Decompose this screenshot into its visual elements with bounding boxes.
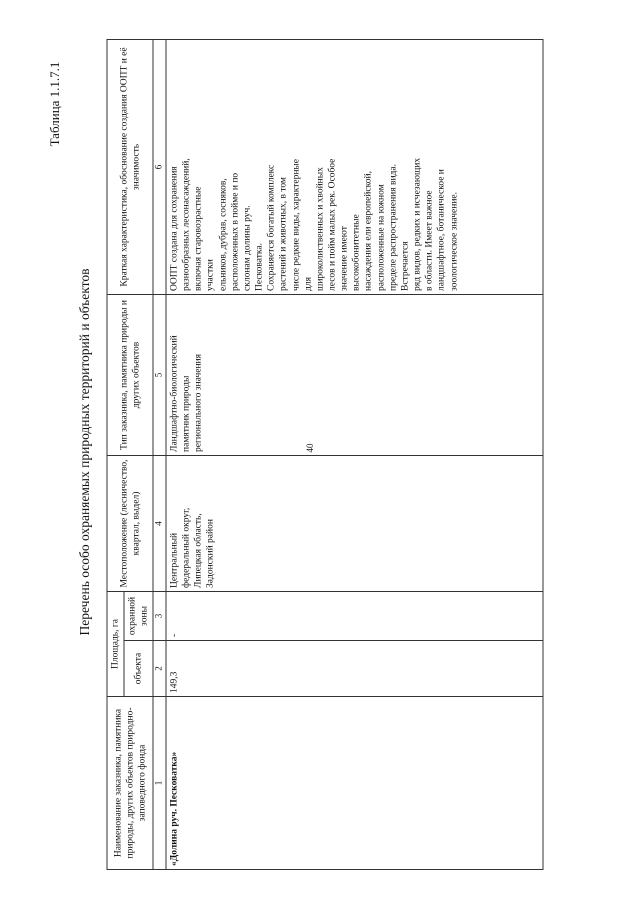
column-number: 5: [153, 294, 166, 455]
cell-type-line: регионального значения: [193, 354, 204, 452]
cell-description-line: расположенных в пойме и по: [230, 172, 241, 291]
cell-description-line: пределе распространения вида.: [388, 164, 399, 291]
cell-description-line: разнообразных лесонасаждений,: [181, 158, 192, 291]
column-number: 3: [153, 591, 166, 640]
page-title: Перечень особо охраняемых природных территорий и объектов: [77, 268, 92, 636]
cell-description-line: участки: [205, 259, 216, 291]
cell-description-line: зоологическое значение.: [449, 191, 460, 291]
column-number: 2: [153, 641, 166, 697]
header-description: Краткая характеристика, обоснование создания ООПТ и её значимость: [107, 39, 153, 294]
column-number: 1: [153, 697, 166, 870]
cell-description-line: лесов и пойм малых рек. Особое: [327, 158, 338, 291]
cell-description-line: ООПТ создана для сохранения: [169, 166, 180, 291]
column-number-row: [153, 39, 166, 869]
header-location: Местоположение (лесничество, квартал, выдел): [107, 455, 153, 591]
column-number: 4: [153, 455, 166, 591]
cell-type: [166, 294, 543, 455]
cell-description-line: растений и животных, в том: [278, 177, 289, 291]
cell-description-line: широколиственных и хвойных: [315, 167, 326, 291]
cell-description-line: Песковатка.: [254, 243, 265, 291]
header-type: Тип заказника, памятника природы и других объектов: [107, 294, 153, 455]
page-number: 40: [305, 443, 315, 453]
table-row: [166, 39, 543, 869]
cell-description-line: в области. Имеет важное: [424, 190, 435, 291]
cell-description-line: ландшафтное, ботаническое и: [436, 169, 447, 291]
cell-type-line: памятник природы: [181, 375, 192, 452]
cell-location: [166, 455, 543, 591]
header-name: Наименование заказника, памятника природы, других объектов природно-заповедного фонда: [107, 697, 153, 870]
header-row: [107, 39, 124, 869]
cell-location-line: Центральный: [169, 532, 180, 588]
cell-description-line: расположенные на южном: [376, 184, 387, 291]
cell-location-line: Задонский район: [205, 519, 216, 588]
cell-description-line: значение имеют: [339, 226, 350, 291]
cell-description-line: для: [303, 277, 314, 291]
cell-description-line: ряд видов, редких и исчезающих: [412, 157, 423, 291]
cell-location-line: федеральный округ,: [181, 507, 192, 588]
header-area-object: объекта: [124, 641, 153, 697]
oopt-table-frame: [107, 40, 544, 870]
cell-type-line: Ландшафтно-биологический: [169, 335, 180, 452]
header-area-protected: охранной зоны: [124, 591, 153, 640]
oopt-table: [107, 39, 544, 870]
cell-description-line: высокобонитетные: [351, 214, 362, 291]
cell-description-line: Встречается: [400, 241, 411, 291]
cell-name: «Долина руч. Песковатка»: [166, 697, 543, 870]
cell-description-line: склонам долины руч.: [242, 205, 253, 291]
cell-area-object: 149,3: [166, 641, 543, 697]
cell-description-line: Сохраняется богатый комплекс: [266, 164, 277, 291]
column-number: 6: [153, 39, 166, 294]
table-label: Таблица 1.1.7.1: [47, 61, 62, 147]
cell-area-protected: -: [166, 591, 543, 640]
cell-description-line: ельников, дубрав, сосняков,: [218, 178, 229, 291]
cell-description: [166, 39, 543, 294]
cell-description-line: числе редкие виды, характерные: [291, 158, 302, 291]
cell-description-line: включая старовозрастные: [193, 186, 204, 291]
cell-location-line: Липецкая область,: [193, 513, 204, 588]
cell-description-line: насаждения ели европейской,: [363, 171, 374, 291]
header-area: Площадь, га: [107, 591, 124, 696]
